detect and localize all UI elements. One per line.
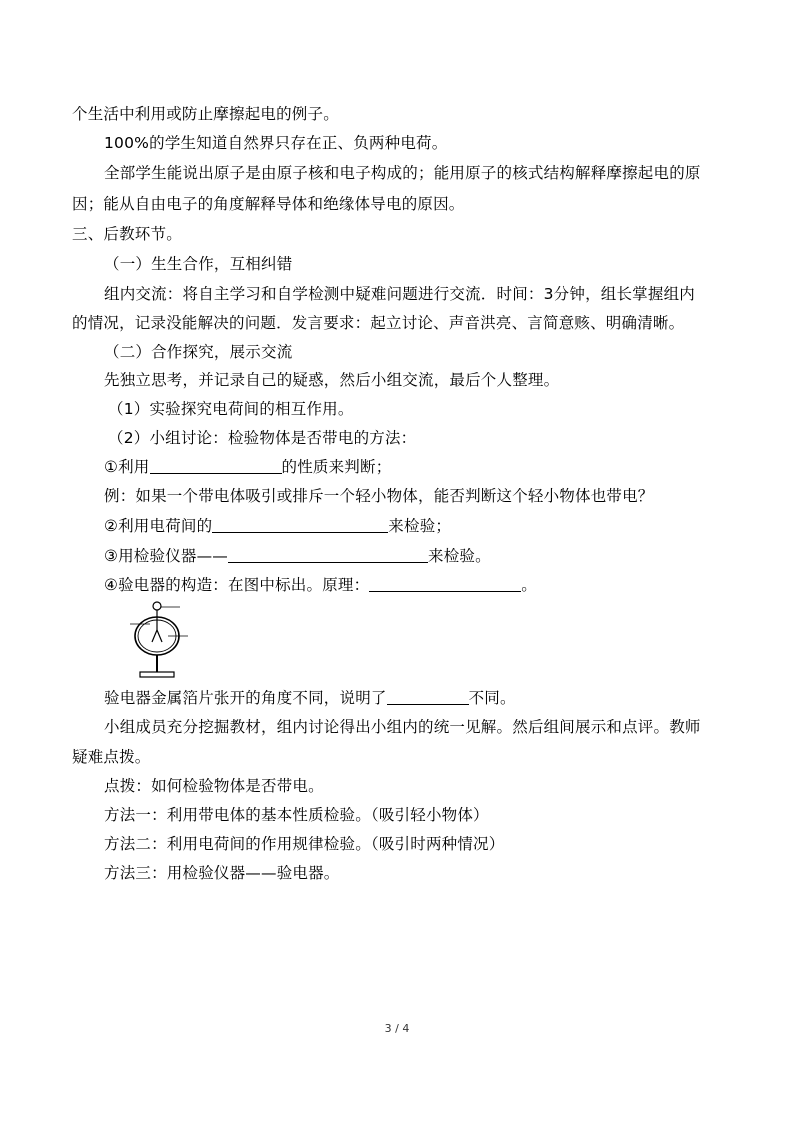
fill-in-line xyxy=(104,686,764,710)
text-line: 方法三：用检验仪器——验电器。 xyxy=(104,864,340,882)
text-line: 的情况，记录没能解决的问题．发言要求：起立讨论、声音洪亮、言简意赅、明确清晰。 xyxy=(72,314,685,332)
answer-blank[interactable] xyxy=(150,455,282,474)
fill-in-line xyxy=(104,544,764,568)
text-line: 小组成员充分挖掘教材，组内讨论得出小组内的统一见解。然后组间展示和点评。教师 xyxy=(104,718,701,736)
prompt-text: 来检验； xyxy=(388,517,452,535)
text-line: 个生活中利用或防止摩擦起电的例子。 xyxy=(72,105,339,123)
page-number: 3 / 4 xyxy=(384,1022,410,1035)
text-line: 100%的学生知道自然界只存在正、负两种电荷。 xyxy=(104,134,448,152)
answer-blank[interactable] xyxy=(387,686,469,705)
section-heading: 三、后教环节。 xyxy=(72,225,182,243)
text-line: 方法二：利用电荷间的作用规律检验。（吸引时两种情况） xyxy=(104,835,505,853)
prompt-text: 验电器金属箔片张开的角度不同，说明了 xyxy=(104,689,387,707)
prompt-text: ①利用 xyxy=(104,458,150,476)
text-line: 组内交流：将自主学习和自学检测中疑难问题进行交流．时间：3分钟，组长掌握组内 xyxy=(104,285,695,303)
answer-blank[interactable] xyxy=(369,573,521,592)
electroscope-base xyxy=(140,672,174,677)
subsection-heading: （一）生生合作，互相纠错 xyxy=(104,255,293,273)
text-line: 方法一：利用带电体的基本性质检验。（吸引轻小物体） xyxy=(104,806,489,824)
fill-in-line xyxy=(104,514,764,538)
electroscope-knob xyxy=(153,602,161,610)
text-line: 疑难点拨。 xyxy=(72,748,151,766)
electroscope-figure xyxy=(124,600,190,680)
prompt-text: 来检验。 xyxy=(428,547,491,565)
answer-blank[interactable] xyxy=(212,514,388,533)
prompt-text: 。 xyxy=(521,576,537,594)
fill-in-line xyxy=(104,455,764,479)
prompt-text: 不同。 xyxy=(468,689,516,707)
text-line: 例：如果一个带电体吸引或排斥一个轻小物体，能否判断这个轻小物体也带电？ xyxy=(104,487,654,505)
metal-leaf xyxy=(152,630,157,642)
prompt-text: ③用检验仪器—— xyxy=(104,547,228,565)
metal-leaf xyxy=(157,630,162,642)
answer-blank[interactable] xyxy=(228,544,428,563)
text-line: （1）实验探究电荷间的相互作用。 xyxy=(108,400,354,418)
text-line: 全部学生能说出原子是由原子核和电子构成的；能用原子的核式结构解释摩擦起电的原 xyxy=(104,164,701,182)
subsection-heading: （二）合作探究，展示交流 xyxy=(104,343,293,361)
prompt-text: 的性质来判断； xyxy=(281,458,392,476)
text-line: 先独立思考，并记录自己的疑惑，然后小组交流，最后个人整理。 xyxy=(104,371,560,389)
text-line: （2）小组讨论：检验物体是否带电的方法： xyxy=(108,429,417,447)
text-line: 点拨：如何检验物体是否带电。 xyxy=(104,777,324,795)
prompt-text: ②利用电荷间的 xyxy=(104,517,213,535)
fill-in-line xyxy=(104,573,764,597)
text-line: 因；能从自由电子的角度解释导体和绝缘体导电的原因。 xyxy=(72,195,465,213)
prompt-text: ④验电器的构造：在图中标出。原理： xyxy=(104,576,370,594)
